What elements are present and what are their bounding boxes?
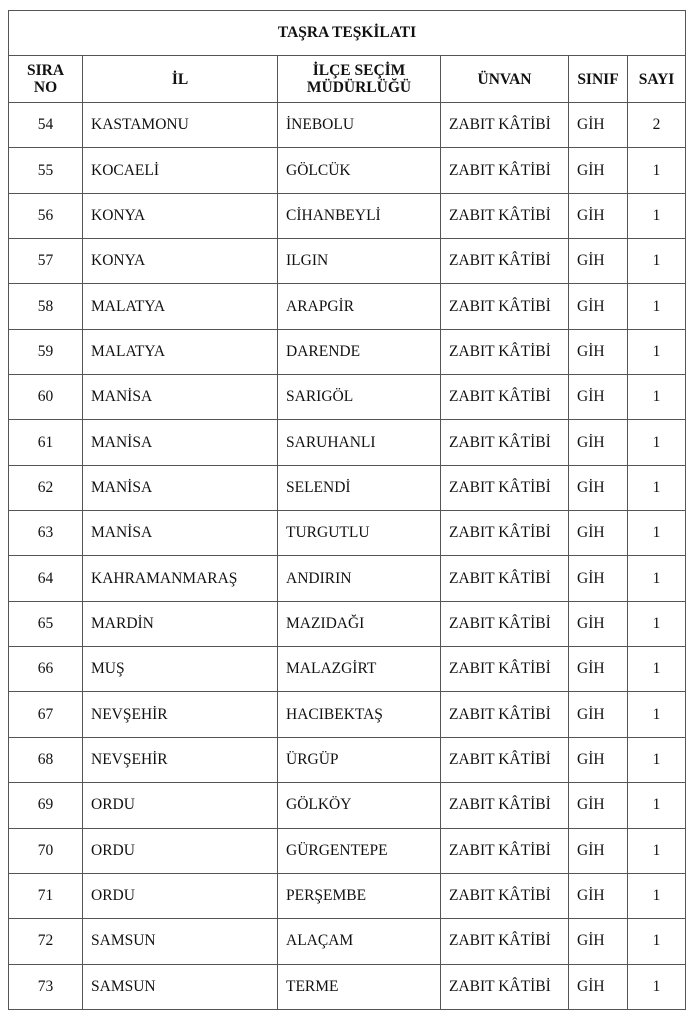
cell-sayi: 1: [628, 556, 686, 601]
cell-sayi: 1: [628, 873, 686, 918]
table-row: [9, 692, 686, 737]
cell-ilce: PERŞEMBE: [278, 873, 441, 918]
cell-sayi: 1: [628, 828, 686, 873]
header-ilce: İLÇE SEÇİM MÜDÜRLÜĞÜ: [278, 56, 441, 103]
cell-sinif: GİH: [569, 511, 628, 556]
cell-sira-no: 62: [9, 465, 83, 510]
cell-il: MANİSA: [83, 465, 278, 510]
cell-sira-no: 61: [9, 420, 83, 465]
cell-sira-no: 57: [9, 239, 83, 284]
table-row: [9, 103, 686, 148]
table-row: [9, 193, 686, 238]
cell-sira-no: 60: [9, 375, 83, 420]
cell-unvan: ZABIT KÂTİBİ: [441, 828, 569, 873]
cell-unvan: ZABIT KÂTİBİ: [441, 420, 569, 465]
table-row: [9, 511, 686, 556]
column-header-row: [9, 56, 686, 103]
cell-sira-no: 68: [9, 737, 83, 782]
cell-ilce: DARENDE: [278, 329, 441, 374]
table-row: [9, 601, 686, 646]
cell-sira-no: 69: [9, 783, 83, 828]
cell-il: MARDİN: [83, 601, 278, 646]
cell-sinif: GİH: [569, 375, 628, 420]
cell-sira-no: 70: [9, 828, 83, 873]
cell-sinif: GİH: [569, 692, 628, 737]
cell-unvan: ZABIT KÂTİBİ: [441, 873, 569, 918]
cell-sayi: 1: [628, 284, 686, 329]
table-row: [9, 919, 686, 964]
header-sayi: SAYI: [628, 56, 686, 103]
cell-sinif: GİH: [569, 103, 628, 148]
cell-sinif: GİH: [569, 783, 628, 828]
cell-sinif: GİH: [569, 239, 628, 284]
cell-sayi: 2: [628, 103, 686, 148]
cell-ilce: ANDIRIN: [278, 556, 441, 601]
cell-ilce: SELENDİ: [278, 465, 441, 510]
cell-unvan: ZABIT KÂTİBİ: [441, 465, 569, 510]
table-row: [9, 737, 686, 782]
table-row: [9, 284, 686, 329]
cell-sayi: 1: [628, 737, 686, 782]
cell-sira-no: 64: [9, 556, 83, 601]
cell-il: MALATYA: [83, 329, 278, 374]
cell-sinif: GİH: [569, 284, 628, 329]
cell-ilce: TURGUTLU: [278, 511, 441, 556]
cell-ilce: ARAPGİR: [278, 284, 441, 329]
cell-unvan: ZABIT KÂTİBİ: [441, 193, 569, 238]
cell-il: MUŞ: [83, 647, 278, 692]
staff-table: [8, 10, 686, 1010]
cell-ilce: CİHANBEYLİ: [278, 193, 441, 238]
cell-unvan: ZABIT KÂTİBİ: [441, 556, 569, 601]
cell-sinif: GİH: [569, 919, 628, 964]
cell-sinif: GİH: [569, 601, 628, 646]
table-row: [9, 148, 686, 193]
header-unvan: ÜNVAN: [441, 56, 569, 103]
cell-sayi: 1: [628, 692, 686, 737]
cell-sayi: 1: [628, 148, 686, 193]
cell-ilce: ALAÇAM: [278, 919, 441, 964]
cell-sira-no: 58: [9, 284, 83, 329]
cell-sayi: 1: [628, 420, 686, 465]
cell-unvan: ZABIT KÂTİBİ: [441, 783, 569, 828]
cell-sira-no: 66: [9, 647, 83, 692]
cell-il: MANİSA: [83, 375, 278, 420]
table-row: [9, 828, 686, 873]
cell-ilce: SARUHANLI: [278, 420, 441, 465]
cell-sayi: 1: [628, 601, 686, 646]
cell-sayi: 1: [628, 239, 686, 284]
cell-il: MALATYA: [83, 284, 278, 329]
cell-il: NEVŞEHİR: [83, 692, 278, 737]
cell-sira-no: 54: [9, 103, 83, 148]
table-row: [9, 329, 686, 374]
cell-sayi: 1: [628, 193, 686, 238]
cell-unvan: ZABIT KÂTİBİ: [441, 511, 569, 556]
cell-ilce: TERME: [278, 964, 441, 1009]
cell-sira-no: 65: [9, 601, 83, 646]
cell-ilce: MALAZGİRT: [278, 647, 441, 692]
table-row: [9, 239, 686, 284]
cell-sayi: 1: [628, 647, 686, 692]
cell-unvan: ZABIT KÂTİBİ: [441, 103, 569, 148]
cell-sira-no: 63: [9, 511, 83, 556]
cell-il: SAMSUN: [83, 964, 278, 1009]
cell-sinif: GİH: [569, 148, 628, 193]
cell-il: ORDU: [83, 828, 278, 873]
cell-sayi: 1: [628, 964, 686, 1009]
cell-sayi: 1: [628, 465, 686, 510]
cell-sira-no: 56: [9, 193, 83, 238]
cell-il: ORDU: [83, 873, 278, 918]
cell-sayi: 1: [628, 329, 686, 374]
table-row: [9, 465, 686, 510]
cell-sinif: GİH: [569, 873, 628, 918]
cell-ilce: GÖLKÖY: [278, 783, 441, 828]
cell-unvan: ZABIT KÂTİBİ: [441, 737, 569, 782]
cell-sayi: 1: [628, 375, 686, 420]
table-row: [9, 873, 686, 918]
header-sinif: SINIF: [569, 56, 628, 103]
cell-sayi: 1: [628, 919, 686, 964]
table-row: [9, 420, 686, 465]
cell-unvan: ZABIT KÂTİBİ: [441, 284, 569, 329]
cell-ilce: ÜRGÜP: [278, 737, 441, 782]
cell-sinif: GİH: [569, 420, 628, 465]
cell-il: MANİSA: [83, 511, 278, 556]
cell-sira-no: 73: [9, 964, 83, 1009]
cell-unvan: ZABIT KÂTİBİ: [441, 692, 569, 737]
cell-sayi: 1: [628, 511, 686, 556]
cell-unvan: ZABIT KÂTİBİ: [441, 601, 569, 646]
cell-sinif: GİH: [569, 828, 628, 873]
table-title-row: [9, 11, 686, 56]
cell-sinif: GİH: [569, 737, 628, 782]
table-row: [9, 964, 686, 1009]
cell-ilce: İNEBOLU: [278, 103, 441, 148]
cell-il: KAHRAMANMARAŞ: [83, 556, 278, 601]
header-il: İL: [83, 56, 278, 103]
table-title: TAŞRA TEŞKİLATI: [9, 11, 686, 56]
cell-unvan: ZABIT KÂTİBİ: [441, 375, 569, 420]
cell-il: MANİSA: [83, 420, 278, 465]
cell-unvan: ZABIT KÂTİBİ: [441, 919, 569, 964]
header-sira-no: SIRA NO: [9, 56, 83, 103]
cell-sayi: 1: [628, 783, 686, 828]
cell-unvan: ZABIT KÂTİBİ: [441, 964, 569, 1009]
cell-ilce: ILGIN: [278, 239, 441, 284]
cell-unvan: ZABIT KÂTİBİ: [441, 329, 569, 374]
table-row: [9, 783, 686, 828]
cell-il: KASTAMONU: [83, 103, 278, 148]
cell-unvan: ZABIT KÂTİBİ: [441, 239, 569, 284]
table-row: [9, 556, 686, 601]
cell-il: NEVŞEHİR: [83, 737, 278, 782]
cell-sira-no: 67: [9, 692, 83, 737]
cell-unvan: ZABIT KÂTİBİ: [441, 148, 569, 193]
cell-il: KONYA: [83, 193, 278, 238]
cell-ilce: MAZIDAĞI: [278, 601, 441, 646]
cell-sinif: GİH: [569, 329, 628, 374]
cell-unvan: ZABIT KÂTİBİ: [441, 647, 569, 692]
cell-sinif: GİH: [569, 465, 628, 510]
cell-ilce: SARIGÖL: [278, 375, 441, 420]
table-row: [9, 647, 686, 692]
cell-ilce: HACIBEKTAŞ: [278, 692, 441, 737]
cell-ilce: GÜRGENTEPE: [278, 828, 441, 873]
cell-sinif: GİH: [569, 193, 628, 238]
cell-sira-no: 55: [9, 148, 83, 193]
table-row: [9, 375, 686, 420]
cell-sinif: GİH: [569, 556, 628, 601]
cell-sira-no: 72: [9, 919, 83, 964]
cell-ilce: GÖLCÜK: [278, 148, 441, 193]
cell-sira-no: 71: [9, 873, 83, 918]
cell-il: ORDU: [83, 783, 278, 828]
cell-il: KOCAELİ: [83, 148, 278, 193]
cell-sinif: GİH: [569, 964, 628, 1009]
cell-sinif: GİH: [569, 647, 628, 692]
cell-sira-no: 59: [9, 329, 83, 374]
cell-il: KONYA: [83, 239, 278, 284]
cell-il: SAMSUN: [83, 919, 278, 964]
